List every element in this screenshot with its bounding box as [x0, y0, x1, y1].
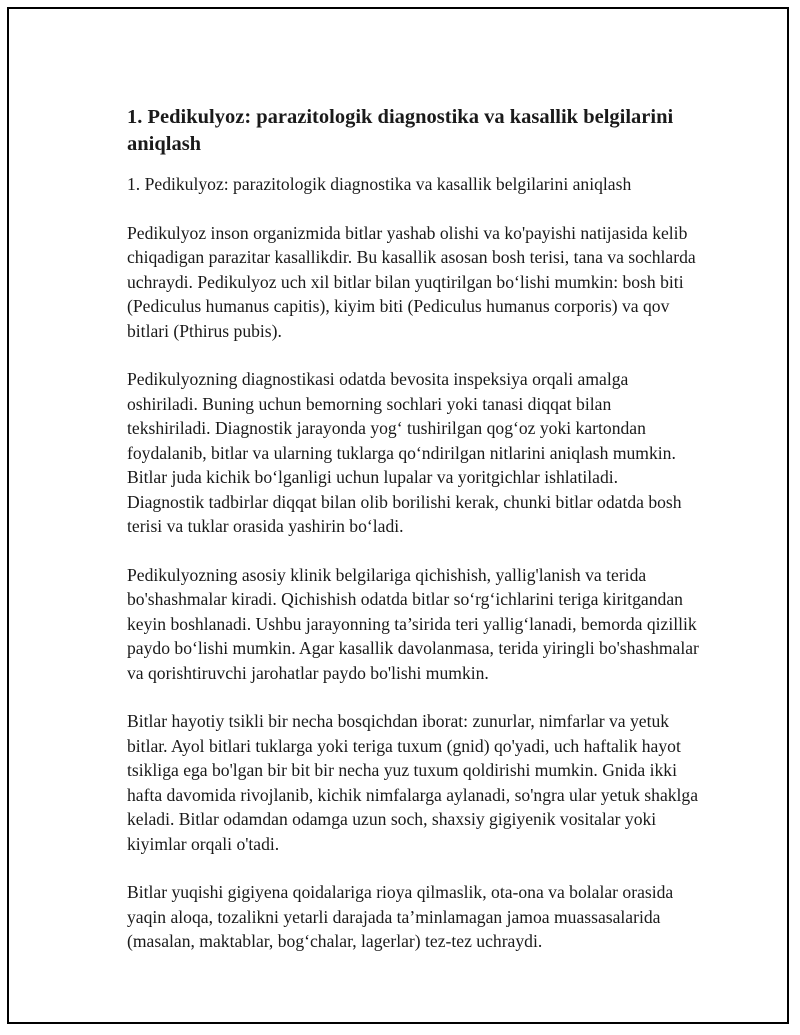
paragraph-1: Pedikulyoz inson organizmida bitlar yashab olishi va ko'payishi natijasida kelib chiqadigan parazitar kasallikdir. Bu kasallik asosan bosh terisi, tana va sochlarda uchraydi. Pedikulyoz uch xil bitlar bilan yuqtirilgan bo‘lishi mumkin: bosh biti (Pediculus humanus capitis), kiyim biti (Pediculus humanus corporis) va qov bitlari (Pthirus pubis).: [127, 222, 696, 341]
document-title: 1. Pedikulyoz: parazitologik diagnostika va kasallik belgilarini aniqlash: [127, 106, 674, 155]
paragraph-3: Pedikulyozning asosiy klinik belgilariga qichishish, yallig'lanish va terida bo'shashmalar kiradi. Qichishish odatda bitlar so‘rg‘ichlarini teriga kiritgandan keyin boshlanadi. Ushbu jarayonning ta’sirida teri yallig‘lanadi, bemorda qizillik paydo bo‘lishi mumkin. Agar kasallik davolanmasa, terida yiringli bo'shashmalar va qorishtiruvchi jarohatlar paydo bo'lishi mumkin.: [127, 564, 699, 683]
document-body: [127, 104, 699, 954]
paragraph-4: Bitlar hayotiy tsikli bir necha bosqichdan iborat: zunurlar, nimfarlar va yetuk bitlar. Ayol bitlari tuklarga yoki teriga tuxum (gnid) qo'yadi, uch haftalik hayot tsikliga ega bo'lgan bir bit bir necha yuz tuxum qoldirishi mumkin. Gnida ikki hafta davomida rivojlanib, kichik nimfalarga aylanadi, so'ngra ular yetuk shaklga keladi. Bitlar odamdan odamga uzun soch, shaxsiy gigiyenik vositalar yoki kiyimlar orqali o'tadi.: [127, 711, 699, 854]
page-frame: [7, 7, 789, 1024]
paragraph-2: Pedikulyozning diagnostikasi odatda bevosita inspeksiya orqali amalga oshiriladi. Buning uchun bemorning sochlari yoki tanasi diqqat bilan tekshiriladi. Diagnostik jarayonda yog‘ tushirilgan qog‘oz yoki kartondan foydalanib, bitlar va ularning tuklarga qo‘ndirilgan nitlarini aniqlash mumkin. Bitlar juda kichik bo‘lganligi uchun lupalar va yoritgichlar ishlatiladi. Diagnostik tadbirlar diqqat bilan olib borilishi kerak, chunki bitlar odatda bosh terisi va tuklar orasida yashirin bo‘ladi.: [127, 369, 682, 536]
paragraph-5: Bitlar yuqishi gigiyena qoidalariga rioya qilmaslik, ota-ona va bolalar orasida yaqin aloqa, tozalikni yetarli darajada ta’minlamagan jamoa muassasalarida (masalan, maktablar, bog‘chalar, lagerlar) tez-tez uchraydi.: [127, 882, 674, 951]
document-subtitle: 1. Pedikulyoz: parazitologik diagnostika va kasallik belgilarini aniqlash: [127, 174, 632, 194]
